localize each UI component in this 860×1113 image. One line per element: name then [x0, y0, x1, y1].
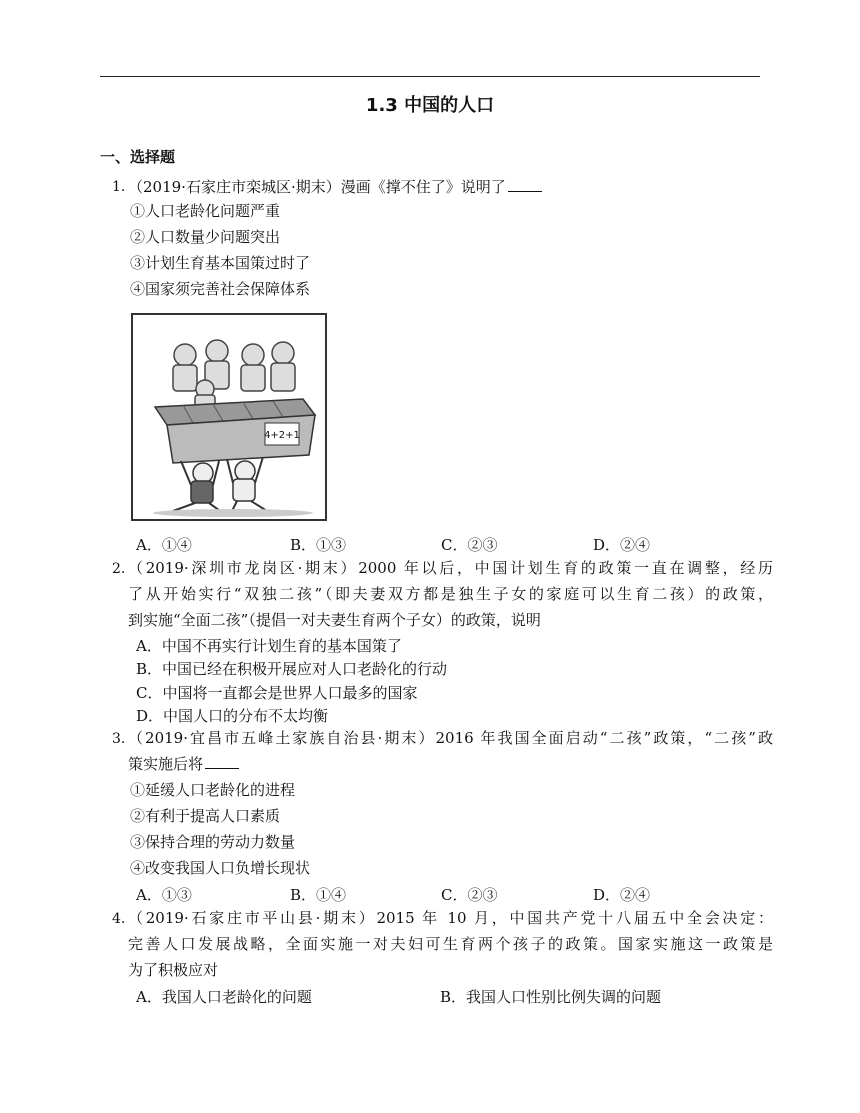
q1-item-3: ③计划生育基本国策过时了	[130, 254, 311, 272]
q3-stem-line-2: 策实施后将	[128, 754, 239, 774]
q4-number: 4.	[112, 911, 126, 927]
q3-option-c[interactable]: C．②③	[441, 886, 498, 904]
q1-number: 1.	[112, 179, 126, 195]
q2-stem-line-2: 了从开始实行“双独二孩”（即夫妻双方都是独生子女的家庭可以生育二孩）的政策，	[128, 585, 773, 603]
q3-item-1: ①延缓人口老龄化的进程	[130, 781, 296, 799]
q3-stem-line-1: （2019·宜昌市五峰土家族自治县·期末）2016 年我国全面启动“二孩”政策，“二孩”政	[128, 729, 773, 747]
header-rule	[100, 76, 760, 77]
q1-stem: （2019·石家庄市栾城区·期末）漫画《撑不住了》说明了	[128, 177, 542, 197]
q4-stem-line-1: （2019·石家庄市平山县·期末）2015 年 10 月，中国共产党十八届五中全会决定：	[128, 909, 773, 927]
q3-option-d[interactable]: D．②④	[593, 886, 651, 904]
q2-option-a[interactable]: A．中国不再实行计划生育的基本国策了	[136, 637, 402, 655]
q1-item-2: ②人口数量少问题突出	[130, 228, 281, 246]
q2-number: 2.	[112, 561, 126, 577]
q3-option-b[interactable]: B．①④	[290, 886, 347, 904]
q4-stem-line-2: 完善人口发展战略，全面实施一对夫妇可生育两个孩子的政策。国家实施这一政策是	[128, 935, 773, 953]
q2-option-b[interactable]: B．中国已经在积极开展应对人口老龄化的行动	[136, 660, 448, 678]
answer-blank	[205, 754, 239, 769]
answer-blank	[508, 177, 542, 192]
q1-option-b[interactable]: B．①③	[290, 536, 347, 554]
q1-item-1: ①人口老龄化问题严重	[130, 202, 281, 220]
q1-item-4: ④国家须完善社会保障体系	[130, 280, 311, 298]
q3-number: 3.	[112, 731, 126, 747]
q4-option-b[interactable]: B．我国人口性别比例失调的问题	[440, 988, 662, 1006]
q2-stem-line-3: 到实施“全面二孩”（提倡一对夫妻生育两个子女）的政策，说明	[128, 611, 541, 629]
q4-option-a[interactable]: A．我国人口老龄化的问题	[136, 988, 312, 1006]
q2-stem-line-1: （2019·深圳市龙岗区·期末）2000 年以后，中国计划生育的政策一直在调整，经历	[128, 559, 773, 577]
q1-option-c[interactable]: C．②③	[441, 536, 498, 554]
q3-item-4: ④改变我国人口负增长现状	[130, 859, 311, 877]
q3-item-2: ②有利于提高人口素质	[130, 807, 281, 825]
cartoon-image	[131, 313, 327, 521]
q3-item-3: ③保持合理的劳动力数量	[130, 833, 296, 851]
q3-option-a[interactable]: A．①③	[136, 886, 192, 904]
q2-option-d[interactable]: D．中国人口的分布不太均衡	[136, 707, 329, 725]
q1-option-d[interactable]: D．②④	[593, 536, 651, 554]
section-heading: 一、选择题	[100, 148, 176, 166]
cartoon-sign-label: 4+2+1	[264, 430, 300, 441]
q4-stem-line-3: 为了积极应对	[128, 961, 219, 979]
q1-option-a[interactable]: A．①④	[136, 536, 192, 554]
page-title: 1.3 中国的人口	[365, 95, 495, 116]
q2-option-c[interactable]: C．中国将一直都会是世界人口最多的国家	[136, 684, 418, 702]
